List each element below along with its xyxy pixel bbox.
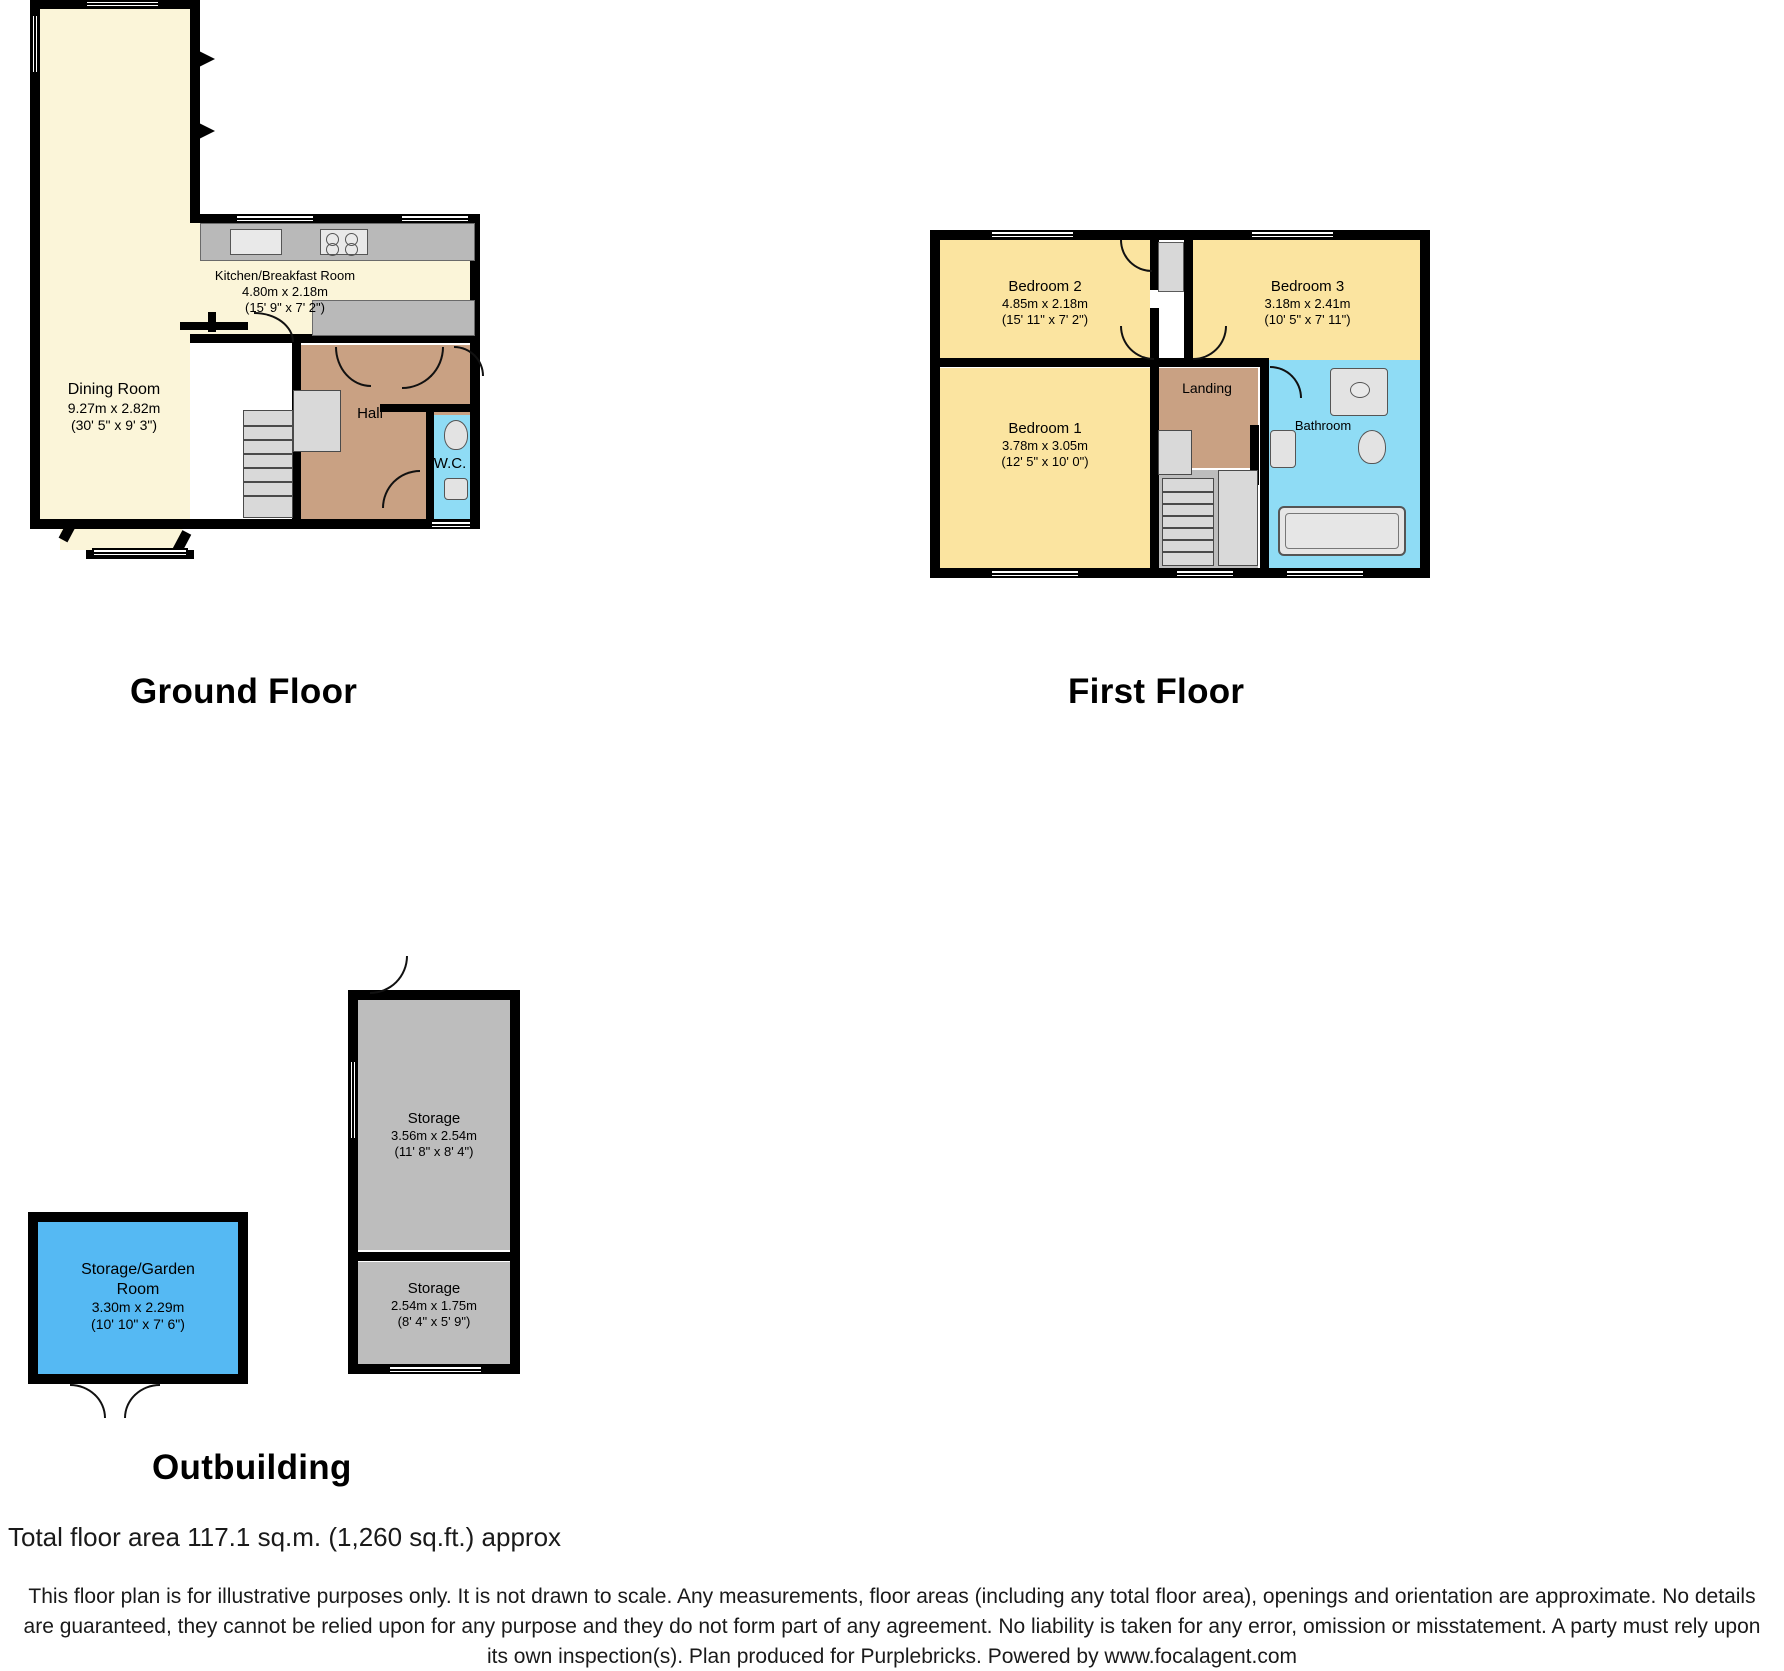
hall-label-name: Hall	[357, 405, 383, 422]
landing-label	[1152, 380, 1262, 397]
wall-garden-bottom	[28, 1374, 248, 1384]
dining-room-label	[40, 380, 188, 434]
wall-bottom	[30, 519, 480, 529]
bedroom3-label-imperial: (10' 5" x 7' 11")	[1264, 312, 1351, 328]
landing-label-name: Landing	[1182, 380, 1232, 396]
window-bedroom3-top	[1250, 230, 1335, 239]
dining-room-fill	[38, 8, 190, 528]
total-floor-area: Total floor area 117.1 sq.m. (1,260 sq.ft.) approx	[8, 1522, 562, 1552]
bathroom-basin	[1270, 430, 1296, 468]
window-dining-left-1	[31, 14, 39, 74]
door-arrow-dining-1	[197, 50, 215, 68]
storage-large-label-metric: 3.56m x 2.54m	[391, 1128, 477, 1144]
bathroom-toilet	[1358, 430, 1386, 464]
wall-bedroom3-bottom	[1159, 358, 1269, 367]
wall-dining-left	[30, 0, 40, 528]
dining-room-label-metric: 9.27m x 2.82m	[67, 399, 161, 416]
kitchen-sink	[230, 229, 282, 255]
bedroom3-label	[1215, 278, 1400, 328]
window-kitchen-top-1	[235, 214, 315, 223]
outbuilding-garden-room-plan	[28, 1212, 258, 1402]
storage-small-label-imperial: (8' 4" x 5' 9")	[397, 1314, 471, 1330]
window-dining-top	[85, 0, 160, 8]
bay-window-pane	[92, 548, 188, 557]
dining-room-label-imperial: (30' 5" x 9' 3")	[70, 416, 158, 433]
wc-basin	[444, 478, 468, 500]
kitchen-label-imperial: (15' 9" x 7' 2")	[245, 299, 325, 315]
bathroom-label	[1268, 418, 1378, 434]
airing-cupboard	[1218, 470, 1258, 566]
bathroom-label-name: Bathroom	[1294, 418, 1352, 433]
dining-room-label-name: Dining Room	[67, 381, 161, 398]
garden-room-label-name-2: Room	[116, 1280, 160, 1298]
staircase-landing-block	[293, 390, 341, 452]
wall-first-left	[930, 230, 940, 578]
bathroom-bath	[1278, 506, 1406, 556]
storage-large-label-name: Storage	[407, 1110, 461, 1127]
kitchen-label	[180, 268, 390, 316]
staircase-ground	[243, 410, 293, 518]
window-bedroom1-bottom	[990, 569, 1080, 578]
bedroom2-label-name: Bedroom 2	[1008, 278, 1082, 295]
wall-storage-divider	[348, 1252, 520, 1261]
window-landing-bottom	[1175, 569, 1235, 578]
door-garden-room-right	[124, 1384, 160, 1418]
wall-dining-right-upper	[190, 0, 200, 222]
door-storage-entry	[370, 956, 408, 994]
window-storage-left	[349, 1060, 357, 1140]
storage-small-label-metric: 2.54m x 1.75m	[391, 1298, 477, 1314]
wall-garden-top	[28, 1212, 248, 1222]
bathroom-shower-drain	[1350, 382, 1370, 398]
landing-cupboard	[1158, 430, 1192, 475]
first-floor-plan	[930, 230, 1450, 590]
window-hall-bottom	[430, 520, 472, 529]
bedroom1-label-metric: 3.78m x 3.05m	[1002, 438, 1088, 454]
first-floor-title: First Floor	[1068, 672, 1245, 711]
wall-bedroom2-bottom	[930, 358, 1159, 367]
kitchen-label-name: Kitchen/Breakfast Room	[214, 268, 356, 283]
wc-label-name: W.C.	[433, 455, 467, 472]
staircase-first	[1162, 478, 1214, 566]
door-garden-room-left	[70, 1384, 106, 1418]
garden-room-label	[43, 1260, 233, 1333]
storage-small-label	[364, 1280, 504, 1330]
window-bedroom2-top	[990, 230, 1075, 239]
outbuilding-storage-plan	[348, 990, 538, 1385]
wall-first-right	[1420, 230, 1430, 578]
wc-label	[410, 455, 490, 473]
disclaimer-text: This floor plan is for illustrative purposes only. It is not drawn to scale. Any measurements, floor areas (including any total floor area), openings and orientation are approximate. No details are guaranteed, they cannot be relied upon for any purpose and they do not form part of any agreement. No liability is taken for any error, omission or misstatement. A party must rely upon its own inspection(s). Plan produced for Purplebricks. Powered by www.focalagent.com	[23, 1585, 1761, 1668]
bedroom2-cupboard	[1158, 242, 1184, 292]
kitchen-label-metric: 4.80m x 2.18m	[242, 283, 328, 299]
window-storage-bottom	[388, 1365, 483, 1374]
wall-storage-left	[348, 990, 358, 1374]
bedroom3-label-name: Bedroom 3	[1270, 278, 1345, 295]
wall-storage-right	[510, 990, 520, 1374]
garden-room-label-name-1: Storage/Garden	[81, 1261, 195, 1278]
storage-large-label	[364, 1110, 504, 1160]
kitchen-hob	[320, 229, 368, 255]
outbuilding-title: Outbuilding	[152, 1448, 352, 1487]
window-kitchen-top-2	[400, 214, 470, 223]
bedroom1-label	[960, 420, 1130, 470]
bedroom2-label	[960, 278, 1130, 328]
storage-small-label-name: Storage	[407, 1280, 461, 1297]
wall-garden-left	[28, 1212, 38, 1384]
bedroom3-label-metric: 3.18m x 2.41m	[1264, 296, 1351, 312]
bedroom2-label-metric: 4.85m x 2.18m	[1002, 296, 1088, 312]
bedroom1-label-name: Bedroom 1	[1008, 420, 1082, 437]
garden-room-label-imperial: (10' 10" x 7' 6")	[91, 1316, 185, 1333]
bedroom1-label-imperial: (12' 5" x 10' 0")	[1001, 454, 1089, 470]
wall-bedroom3-left	[1184, 230, 1193, 360]
window-bathroom-bottom	[1285, 569, 1365, 578]
door-arrow-dining-2	[197, 122, 215, 140]
garden-room-label-metric: 3.30m x 2.29m	[91, 1299, 185, 1316]
hall-label	[340, 405, 400, 423]
storage-large-label-imperial: (11' 8" x 8' 4")	[394, 1144, 474, 1160]
ground-floor-plan	[30, 0, 540, 590]
wc-toilet	[444, 420, 468, 450]
wall-garden-right	[238, 1212, 248, 1384]
bedroom2-label-imperial: (15' 11" x 7' 2")	[1001, 312, 1089, 328]
ground-floor-title: Ground Floor	[130, 672, 358, 711]
